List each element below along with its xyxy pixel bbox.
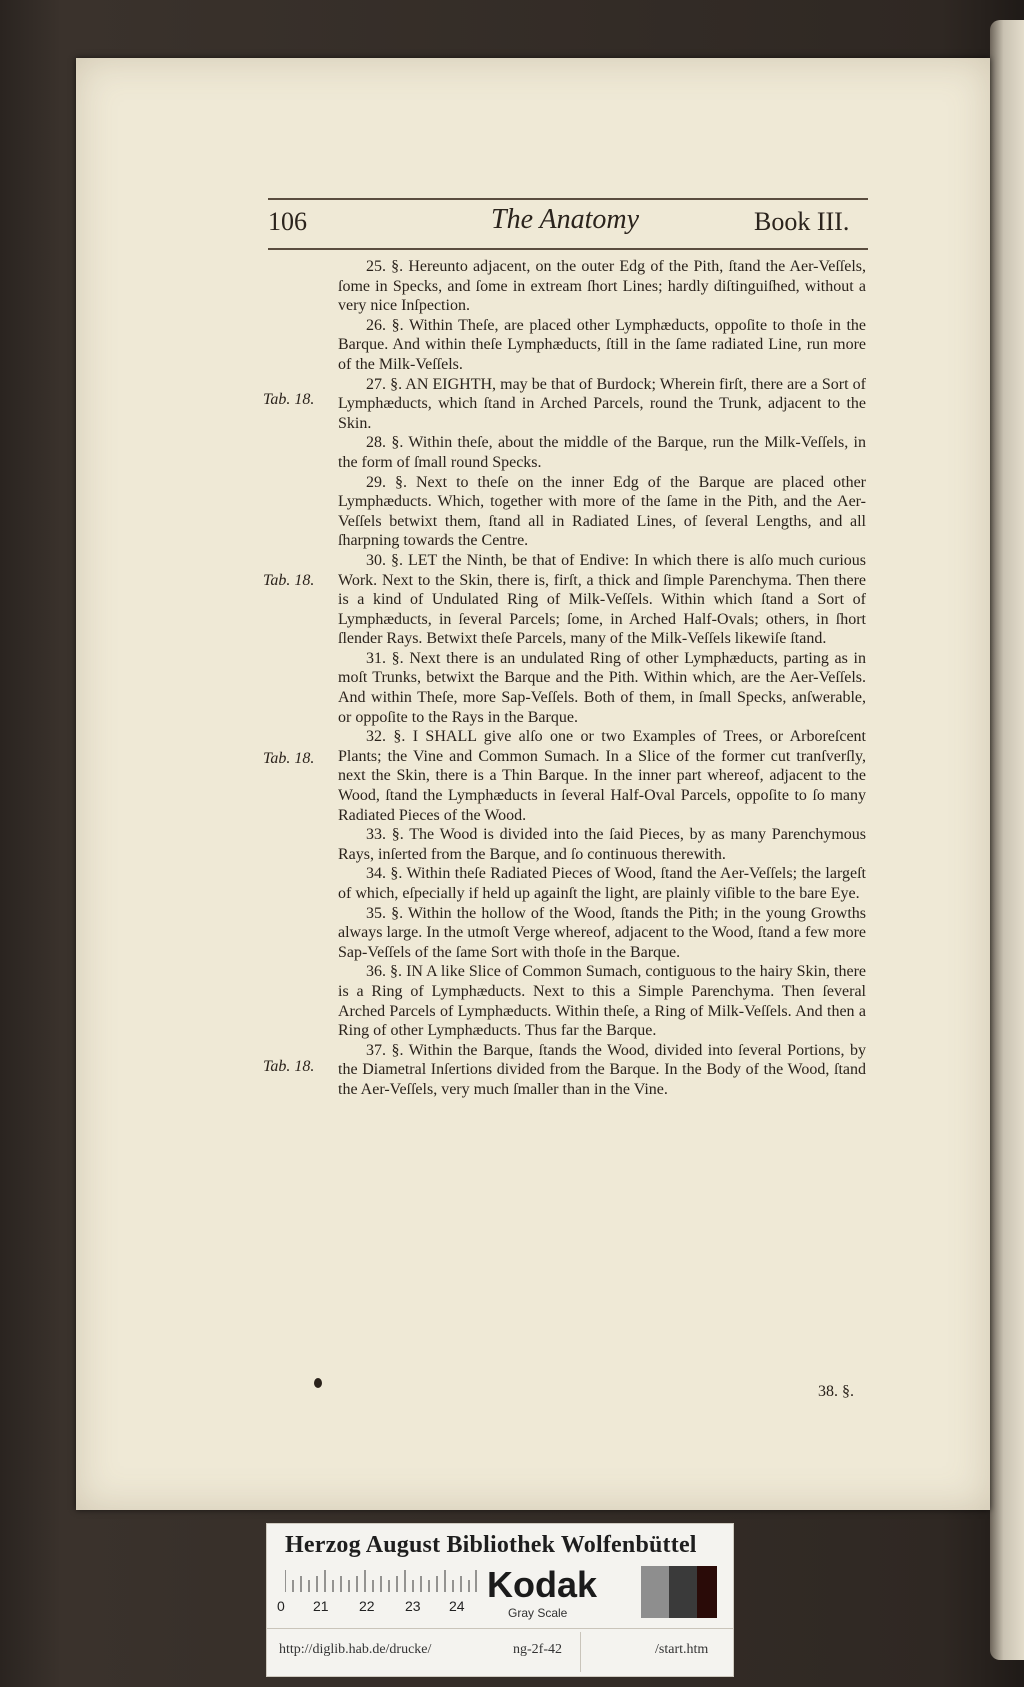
book-label: Book III. [754, 207, 850, 236]
paragraph: 29. §. Next to theſe on the inner Edg of the Barque are placed other Lymphæducts. Which, together with more of the ſame in the Pith, and the Aer-Veſſels betwixt them, ſtand all in Radiated Lines, of ſeveral Lengths, and all ſharpning towards the Centre. [338, 473, 866, 550]
paragraph: 33. §. The Wood is divided into the ſaid Pieces, by as many Parenchymous Rays, inſerted from the Barque, and ſo continuous therewith. [338, 826, 866, 863]
paragraph: 35. §. Within the hollow of the Wood, ſtands the Pith; in the young Growths always large. In the utmoſt Verge whereof, adjacent to the Wood, ſtand a few more Sap-Veſſels of the ſame Sort with thoſe in the Barque. [338, 904, 866, 961]
main-text [338, 257, 866, 1100]
gray-swatch [669, 1566, 697, 1618]
ink-spot [314, 1378, 322, 1388]
ruler-number: 24 [449, 1598, 465, 1614]
paragraph: 32. §. I SHALL give alſo one or two Examples of Trees, or Arboreſcent Plants; the Vine and Common Sumach. In a Slice of the former cut tranſverſly, next the Skin, there is a Thin Barque. In the inner part whereof, adjacent to the Wood, ſtand the Lymphæducts in ſeveral Half-Oval Parcels, oppoſite to ſo many Radiated Pieces of the Wood. [338, 728, 866, 824]
margin-note-tab: Tab. 18. [263, 750, 315, 767]
paragraph: 31. §. Next there is an undulated Ring of other Lymphæducts, parting as in moſt Trunks, betwixt the Barque and the Pith. Within which, are the Aer-Veſſels. And within Theſe, more Sap-Veſſels. Both of them, in ſmall Specks, anſwerable, or oppoſite to the Rays in the Barque. [338, 649, 866, 726]
paragraph: 27. §. AN EIGHTH, may be that of Burdock; Wherein firſt, there are a Sort of Lymphæducts, which ſtand in Arched Parcels, round the Trunk, adjacent to the Skin. [338, 375, 866, 432]
kodak-logo: Kodak [487, 1564, 598, 1605]
gray-swatch [697, 1566, 717, 1618]
url-divider [580, 1632, 581, 1672]
paragraph: 37. §. Within the Barque, ſtands the Wood, divided into ſeveral Portions, by the Diametral Inſertions divided from the Barque. In the Body of the Wood, ſtand the Aer-Veſſels, very much ſmaller than in the Vine. [338, 1041, 866, 1098]
ruler-number: 0 [277, 1598, 285, 1614]
margin-note-tab: Tab. 18. [263, 1058, 315, 1075]
paragraph: 25. §. Hereunto adjacent, on the outer Edg of the Pith, ſtand the Aer-Veſſels, ſome in Specks, and ſome in extream ſhort Lines; hardly diſtinguiſhed, without a very nice Inſpection. [338, 258, 866, 315]
url-shelfmark: ng-2f-42 [513, 1642, 562, 1657]
paragraph: 36. §. IN A like Slice of Common Sumach, contiguous to the hairy Skin, there is a Ring of Lymphæducts. Next to this a Simple Parenchyma. Then ſeveral Arched Parcels of Lymphæducts. Within theſe, a Ring of Milk-Veſſels. And then a Ring of other Lymphæducts. Thus far the Barque. [338, 963, 866, 1040]
catchword: 38. §. [818, 1383, 854, 1400]
paragraph: 26. §. Within Theſe, are placed other Lymphæducts, oppoſite to thoſe in the Barque. And within theſe Lymphæducts, ſtill in the ſame radiated Line, run more of the Milk-Veſſels. [338, 316, 866, 373]
margin-note-tab: Tab. 18. [263, 572, 315, 589]
url-base: http://diglib.hab.de/drucke/ [279, 1642, 432, 1657]
ruler-icon [285, 1568, 477, 1592]
ruler-number: 22 [359, 1598, 375, 1614]
target-divider [267, 1628, 733, 1629]
ruler-number: 21 [313, 1598, 329, 1614]
header-rule-bottom [268, 248, 868, 250]
url-suffix: /start.htm [655, 1642, 709, 1657]
color-target [266, 1523, 734, 1677]
page-number: 106 [268, 207, 307, 236]
paragraph: 28. §. Within theſe, about the middle of the Barque, run the Milk-Veſſels, in the form of ſmall round Specks. [338, 434, 866, 471]
gray-scale-label: Gray Scale [508, 1606, 568, 1620]
paragraph: 34. §. Within theſe Radiated Pieces of Wood, ſtand the Aer-Veſſels; the largeſt of which, eſpecially if held up againſt the light, are plainly viſible to the bare Eye. [338, 865, 866, 902]
header-rule-top [268, 198, 868, 200]
next-page-edge [990, 20, 1024, 1660]
margin-note-tab: Tab. 18. [263, 391, 315, 408]
gray-swatch [641, 1566, 669, 1618]
running-title: The Anatomy [491, 204, 640, 235]
paragraph: 30. §. LET the Ninth, be that of Endive: In which there is alſo much curious Work. Next to the Skin, there is, firſt, a thick and ſimple Parenchyma. Then there is a kind of Undulated Ring of Milk-Veſſels. Within which ſtand a Sort of Lymphæducts, in ſeveral Parcels; ſome, in Arched Half-Ovals; others, in ſhort ſlender Rays. Betwixt theſe Parcels, many of the Milk-Veſſels likewiſe ſtand. [338, 551, 866, 648]
ruler-number: 23 [405, 1598, 421, 1614]
institution-name: Herzog August Bibliothek Wolfenbüttel [285, 1532, 697, 1558]
